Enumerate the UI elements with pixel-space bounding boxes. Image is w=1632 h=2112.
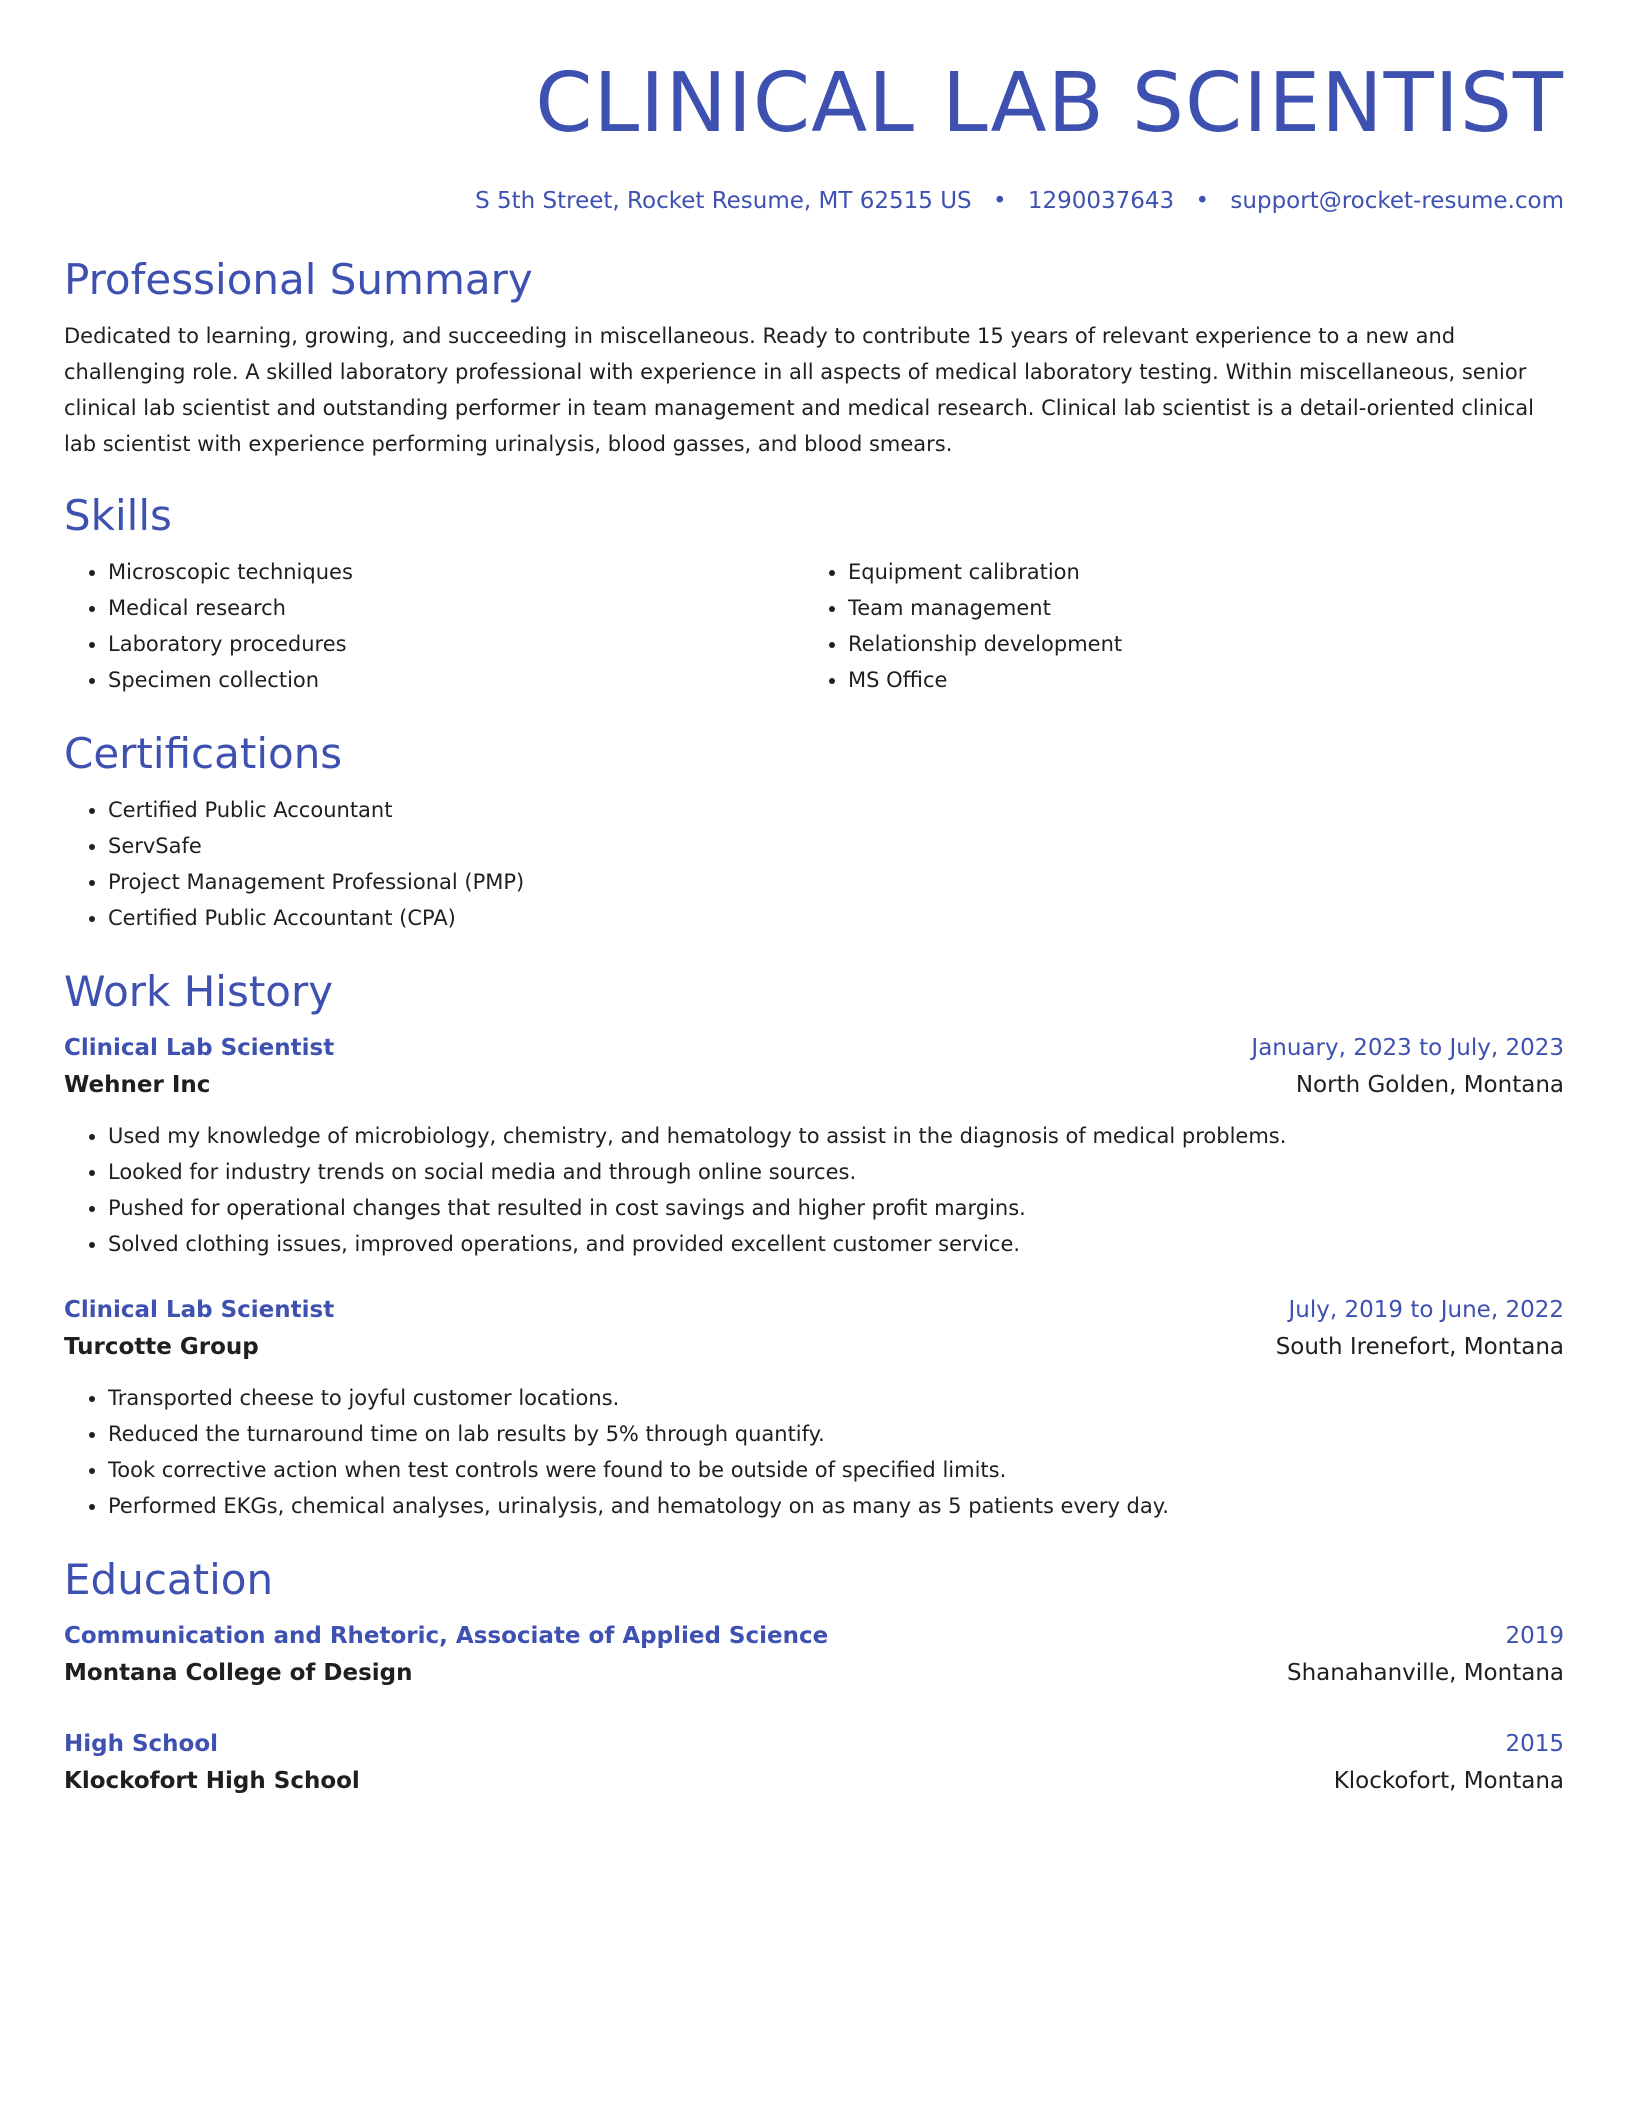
contact-line: [64, 186, 1564, 216]
education-section: [64, 1554, 1564, 1800]
job-title: Clinical Lab Scientist: [64, 1297, 335, 1323]
skill-item: • Medical research: [108, 590, 804, 626]
contact-email[interactable]: support@rocket-resume.com: [1230, 188, 1564, 214]
job-title: Clinical Lab Scientist: [64, 1035, 335, 1061]
job-bullet: • Transported cheese to joyful customer locations.: [108, 1380, 1564, 1416]
education-school: Klockofort High School: [64, 1768, 360, 1794]
certification-item: • Certified Public Accountant: [108, 792, 1564, 828]
certifications-section: [64, 728, 1564, 936]
section-title-summary: Professional Summary: [64, 255, 533, 304]
certification-item: • Project Management Professional (PMP): [108, 864, 1564, 900]
education-entry: [64, 1726, 1564, 1800]
job-entry: [64, 1030, 1564, 1262]
job-bullet: • Performed EKGs, chemical analyses, urinalysis, and hematology on as many as 5 patients every day.: [108, 1488, 1564, 1524]
education-degree: High School: [64, 1731, 219, 1757]
education-header-row: [64, 1726, 1564, 1762]
skill-item: • Microscopic techniques: [108, 554, 804, 590]
skill-item: • Team management: [848, 590, 1544, 626]
skills-grid: [64, 554, 1564, 698]
resume-page: [64, 56, 1564, 1800]
skills-column-left: [64, 554, 804, 698]
summary-section: [64, 254, 1564, 462]
section-title-skills: Skills: [64, 491, 172, 540]
education-school: Montana College of Design: [64, 1660, 413, 1686]
education-school-row: [64, 1762, 1564, 1800]
contact-phone: 1290037643: [1027, 188, 1175, 214]
education-year: 2015: [1505, 1731, 1564, 1757]
summary-text: Dedicated to learning, growing, and succeeding in miscellaneous. Ready to contribute 15 years of relevant experience to a new and challenging role. A skilled laboratory professional with experience in all aspects of medical laboratory testing. Within miscellaneous, senior clinical lab scientist and outstanding performer in team management and medical research. Clinical lab scientist is a detail-oriented clinical lab scientist with experience performing urinalysis, blood gasses, and blood smears.: [64, 324, 1534, 456]
job-company: Wehner Inc: [64, 1072, 211, 1098]
job-header-row: [64, 1292, 1564, 1328]
education-entry: [64, 1618, 1564, 1692]
certification-item: • ServSafe: [108, 828, 1564, 864]
work-history-section: [64, 966, 1564, 1524]
skills-column-right: [804, 554, 1544, 698]
job-dates: January, 2023 to July, 2023: [1251, 1035, 1564, 1061]
candidate-title: CLINICAL LAB SCIENTIST: [535, 56, 1564, 151]
skill-item: • Laboratory procedures: [108, 626, 804, 662]
section-title-education: Education: [64, 1555, 274, 1604]
education-school-row: [64, 1654, 1564, 1692]
education-header-row: [64, 1618, 1564, 1654]
education-location: Shanahanville, Montana: [1286, 1660, 1564, 1686]
job-dates: July, 2019 to June, 2022: [1288, 1297, 1564, 1323]
resume-header: [64, 56, 1564, 216]
contact-address: S 5th Street, Rocket Resume, MT 62515 US: [475, 188, 972, 214]
job-bullet: • Took corrective action when test controls were found to be outside of specified limits.: [108, 1452, 1564, 1488]
job-company: Turcotte Group: [64, 1334, 259, 1360]
job-location: North Golden, Montana: [1295, 1072, 1564, 1098]
job-header-row: [64, 1030, 1564, 1066]
job-bullet: • Reduced the turnaround time on lab results by 5% through quantify.: [108, 1416, 1564, 1452]
skills-section: [64, 490, 1564, 698]
education-location: Klockofort, Montana: [1333, 1768, 1564, 1794]
education-degree: Communication and Rhetoric, Associate of Applied Science: [64, 1623, 829, 1649]
job-location: South Irenefort, Montana: [1275, 1334, 1564, 1360]
skill-item: • Specimen collection: [108, 662, 804, 698]
skill-item: • Relationship development: [848, 626, 1544, 662]
job-company-row: [64, 1328, 1564, 1366]
skill-item: • Equipment calibration: [848, 554, 1544, 590]
section-title-work-history: Work History: [64, 967, 334, 1016]
job-bullet: • Pushed for operational changes that resulted in cost savings and higher profit margins.: [108, 1190, 1564, 1226]
contact-separator: •: [1195, 188, 1210, 214]
education-year: 2019: [1505, 1623, 1564, 1649]
job-bullet: • Looked for industry trends on social media and through online sources.: [108, 1154, 1564, 1190]
certification-item: • Certified Public Accountant (CPA): [108, 900, 1564, 936]
job-company-row: [64, 1066, 1564, 1104]
skill-item: • MS Office: [848, 662, 1544, 698]
contact-separator: •: [992, 188, 1007, 214]
job-entry: [64, 1292, 1564, 1524]
section-title-certifications: Certifications: [64, 729, 343, 778]
job-bullet: • Solved clothing issues, improved operations, and provided excellent customer service.: [108, 1226, 1564, 1262]
job-bullet: • Used my knowledge of microbiology, chemistry, and hematology to assist in the diagnosis of medical problems.: [108, 1118, 1564, 1154]
